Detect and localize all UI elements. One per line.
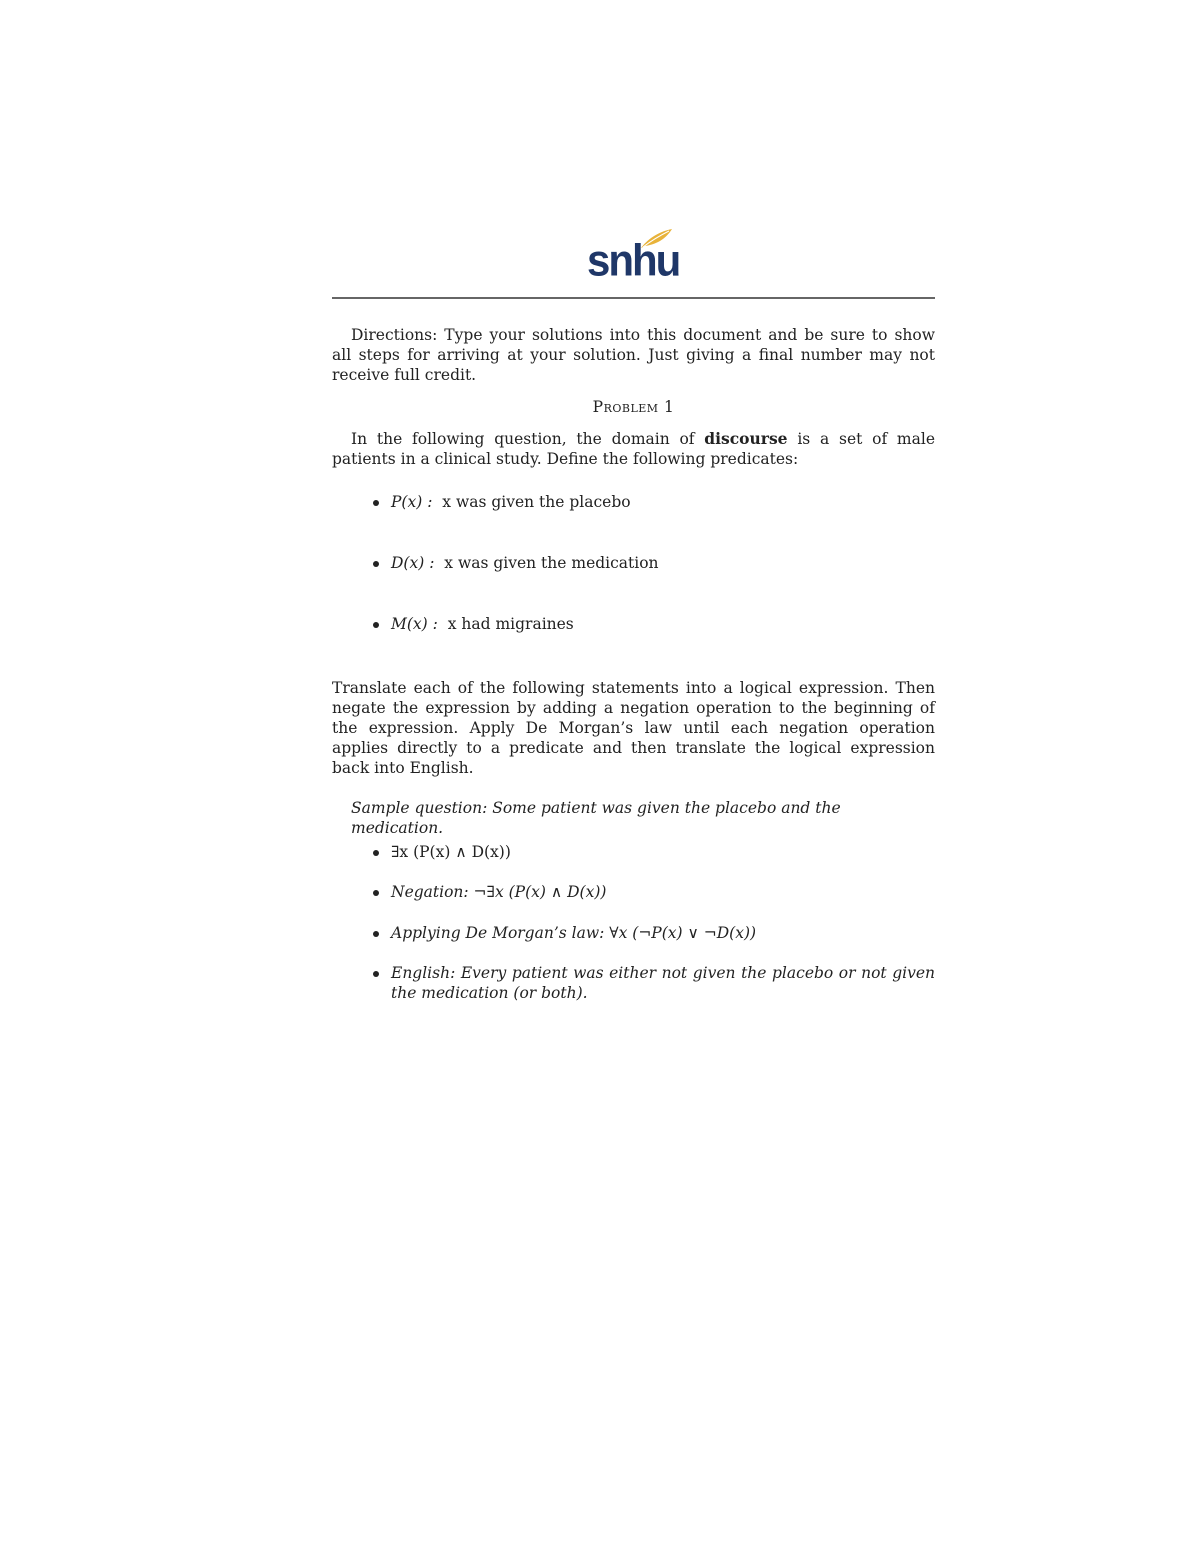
predicate-symbol: D(x) : (391, 554, 435, 572)
sample-step-text: ∃x (P(x) ∧ D(x)) (391, 843, 511, 861)
instructions-paragraph: Translate each of the following statements into a logical expression. Then negate the expression by adding a negation operation to the beginning of the expression. Apply De Morgan’s law until each negation operation applies directly to a predicate and then translate the logical expression back into English. (332, 679, 935, 777)
sample-step (372, 842, 935, 862)
sample-step-text: English: Every patient was either not given the placebo or not given the medication (or both). (391, 964, 935, 1002)
bullet-icon (373, 500, 379, 506)
bullet-icon (373, 561, 379, 567)
predicate-item (372, 492, 935, 512)
sample-step (372, 882, 935, 902)
problem-heading: Problem 1 (592, 398, 675, 416)
bullet-icon (373, 622, 379, 628)
intro-text-before: In the following question, the domain of (351, 430, 705, 448)
predicate-item (372, 553, 935, 573)
predicate-symbol: P(x) : (391, 493, 433, 511)
bullet-icon (373, 931, 379, 937)
logo-wordmark: snhu (587, 235, 680, 286)
predicate-item (372, 614, 935, 634)
problem-intro (332, 429, 935, 469)
intro-text-after: is a set of male patients in a clinical study. Define the following predicates: (332, 430, 936, 468)
predicate-meaning: x was given the medication (444, 554, 659, 572)
sample-step (372, 923, 935, 943)
intro-bold-term: discourse (704, 429, 788, 448)
bullet-icon (373, 971, 379, 977)
predicate-symbol: M(x) : (391, 615, 438, 633)
sample-step-text: Negation: ¬∃x (P(x) ∧ D(x)) (391, 883, 607, 901)
document-page (332, 0, 935, 1553)
bullet-icon (373, 850, 379, 856)
sample-question: Sample question: Some patient was given the placebo and the medication. (351, 799, 841, 837)
sample-step-text: Applying De Morgan’s law: ∀x (¬P(x) ∨ ¬D(x)) (391, 924, 757, 942)
snhu-logo (587, 226, 680, 290)
sample-step (372, 963, 935, 1003)
predicate-meaning: x had migraines (447, 615, 574, 633)
directions-paragraph: Directions: Type your solutions into this document and be sure to show all steps for arriving at your solution. Just giving a final number may not receive full credit. (332, 326, 935, 384)
bullet-icon (373, 890, 379, 896)
header-rule (332, 297, 935, 299)
predicate-meaning: x was given the placebo (442, 493, 631, 511)
